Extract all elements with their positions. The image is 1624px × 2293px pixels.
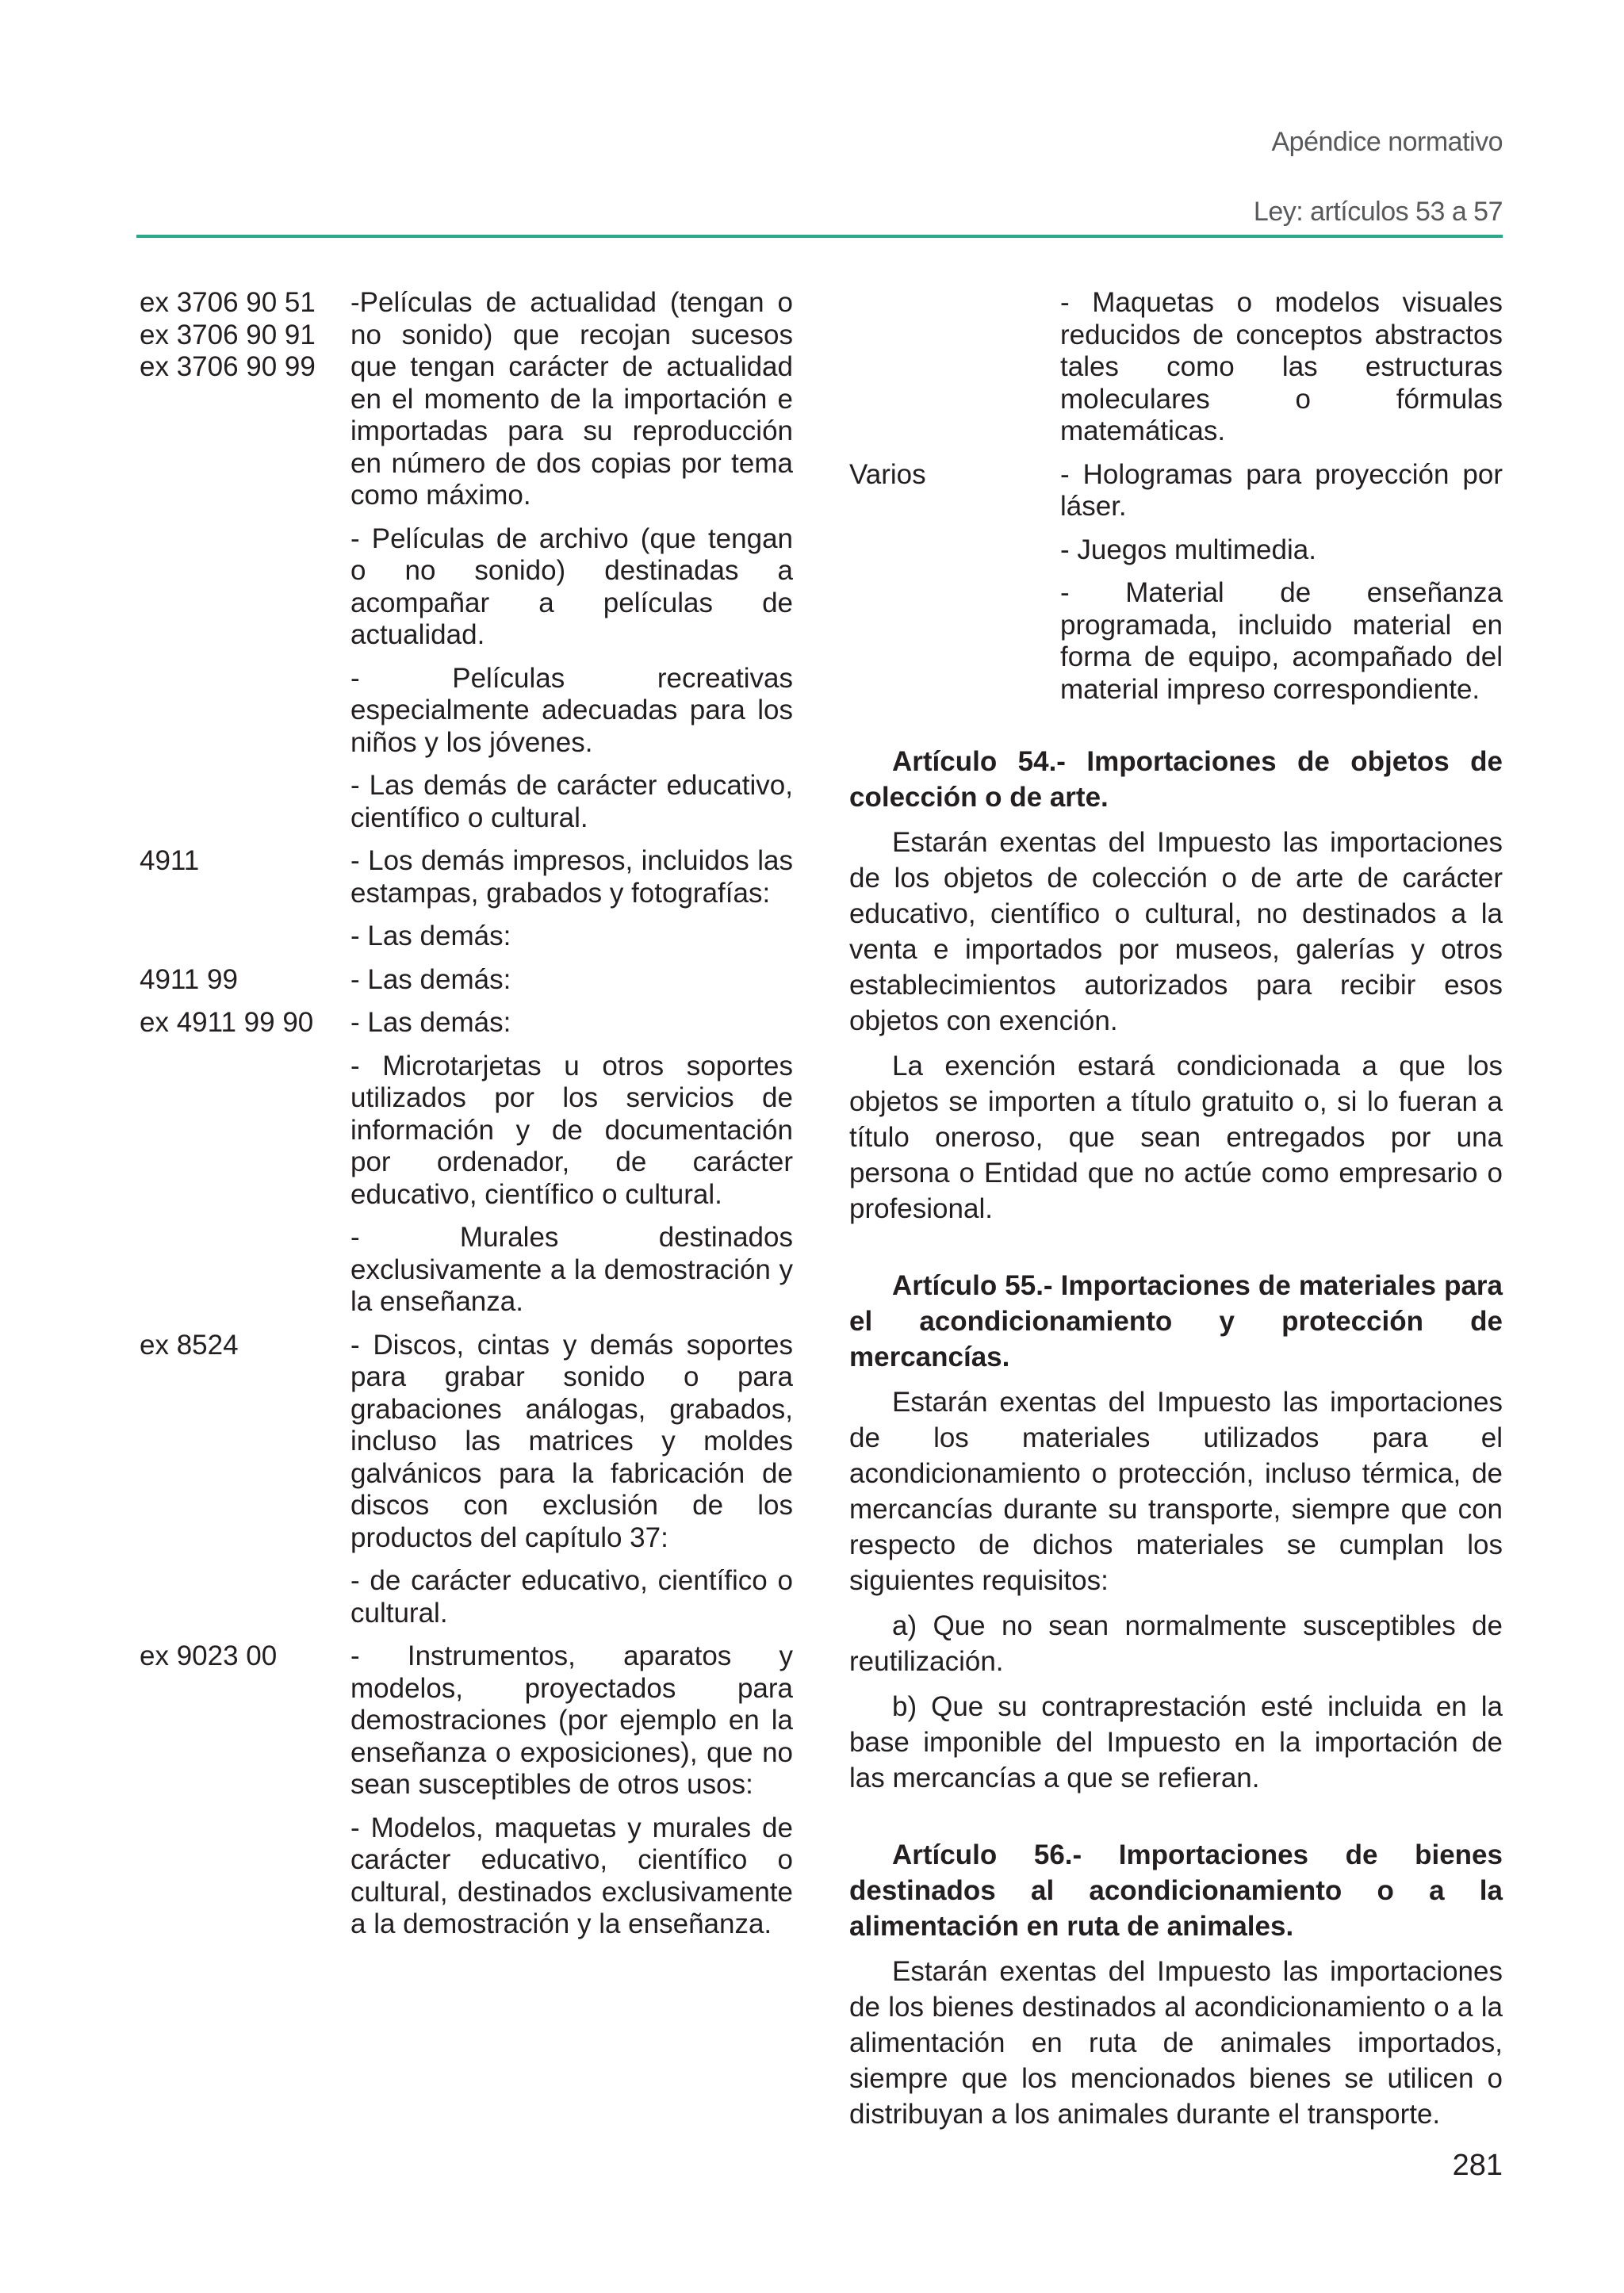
- tariff-code: ex 9023 00: [140, 1640, 278, 1671]
- list-item: - Las demás de carácter educativo, científico o cultural.: [350, 770, 793, 833]
- header-rule: [136, 235, 1503, 238]
- list-item: - Microtarjetas u otros soportes utilizados por los servicios de información y de documentación por ordenador, de carácter educativo, científico o cultural.: [350, 1050, 793, 1210]
- table-row: [140, 1330, 793, 1641]
- list-item: -Películas de actualidad (tengan o no sonido) que recojan sucesos que tengan carácter de actualidad en el momento de la importación e importadas para su reproducción en número de dos copias por tema como máximo.: [350, 287, 793, 511]
- list-item: - Juegos multimedia.: [1060, 534, 1316, 565]
- tariff-code: 4911 99: [140, 963, 238, 995]
- tariff-description: [350, 287, 793, 845]
- article-paragraph: b) Que su contraprestación esté incluida en la base imponible del Impuesto en la importación de las mercancías a que se refieran.: [849, 1691, 1503, 1793]
- list-item: - de carácter educativo, científico o cultural.: [350, 1565, 793, 1629]
- list-item: - Las demás:: [350, 921, 511, 951]
- list-item: - Murales destinados exclusivamente a la demostración y la enseñanza.: [350, 1222, 793, 1317]
- table-row: [849, 459, 1503, 718]
- tariff-code: ex 3706 90 51 ex 3706 90 91 ex 3706 90 99: [140, 287, 316, 382]
- table-row: [849, 287, 1503, 459]
- tariff-code: [849, 287, 1060, 459]
- header-section: Apéndice normativo: [1271, 127, 1503, 157]
- table-row: [140, 964, 793, 1008]
- list-item: - Películas de archivo (que tengan o no sonido) destinadas a acompañar a películas de actualidad.: [350, 523, 793, 650]
- tariff-code: 4911: [140, 845, 200, 876]
- list-item: - Discos, cintas y demás soportes para grabar sonido o para grabaciones análogas, grabados, incluso las matrices y moldes galvánicos para la fabricación de discos con exclusión de los productos del capítulo 37:: [350, 1329, 793, 1553]
- tariff-code: ex 8524: [140, 1329, 239, 1361]
- tariff-code: ex 4911 99 90: [140, 1007, 314, 1038]
- list-item: - Películas recreativas especialmente adecuadas para los niños y los jóvenes.: [350, 662, 793, 758]
- table-row: [140, 1007, 793, 1330]
- table-row: [140, 287, 793, 845]
- tariff-description: [350, 964, 793, 1008]
- tariff-description: [1060, 459, 1503, 718]
- table-row: [140, 845, 793, 964]
- list-item: - Modelos, maquetas y murales de carácter educativo, científico o cultural, destinados exclusivamente a la demostración y la enseñanza.: [350, 1812, 793, 1939]
- page-number: 281: [1452, 2149, 1503, 2182]
- article-paragraph: Estarán exentas del Impuesto las importaciones de los objetos de colección o de arte de carácter educativo, científico o cultural, no destinados a la venta e importados por museos, galerías y otros establecimientos autorizados para recibir esos objetos con exención.: [849, 827, 1503, 1036]
- tariff-description: [350, 1640, 793, 1941]
- table-row: [140, 1640, 793, 1941]
- article-paragraph: Estarán exentas del Impuesto las importaciones de los materiales utilizados para el acondicionamiento o protección, incluso térmica, de mercancías durante su transporte, siempre que con respecto de dichos materiales se cumplan los siguientes requisitos:: [849, 1387, 1503, 1596]
- list-item: - Hologramas para proyección por láser.: [1060, 458, 1503, 522]
- list-item: - Los demás impresos, incluidos las estampas, grabados y fotografías:: [350, 845, 793, 909]
- list-item: - Material de enseñanza programada, incluido material en forma de equipo, acompañado del material impreso correspondiente.: [1060, 577, 1503, 705]
- article-paragraph: a) Que no sean normalmente susceptibles de reutilización.: [849, 1610, 1503, 1677]
- list-item: - Las demás:: [350, 963, 511, 995]
- left-column: [140, 287, 793, 1941]
- tariff-description: [1060, 287, 1503, 459]
- tariff-description: [350, 845, 793, 964]
- header-subsection: Ley: artículos 53 a 57: [1253, 197, 1503, 227]
- article-56-title: Artículo 56.- Importaciones de bienes destinados al acondicionamiento o a la alimentación en ruta de animales.: [849, 1839, 1503, 1942]
- tariff-description: [350, 1007, 793, 1330]
- list-item: - Las demás:: [350, 1007, 511, 1038]
- article-54-title: Artículo 54.- Importaciones de objetos de colección o de arte.: [849, 746, 1503, 813]
- article-55-title: Artículo 55.- Importaciones de materiales para el acondicionamiento y protección de mercancías.: [849, 1270, 1503, 1372]
- tariff-description: [350, 1330, 793, 1641]
- list-item: - Instrumentos, aparatos y modelos, proyectados para demostraciones (por ejemplo en la enseñanza o exposiciones), que no sean susceptibles de otros usos:: [350, 1640, 793, 1800]
- article-paragraph: La exención estará condicionada a que los objetos se importen a título gratuito o, si lo fueran a título oneroso, que sean entregados por una persona o Entidad que no actúe como empresario o profesional.: [849, 1051, 1503, 1224]
- list-item: - Maquetas o modelos visuales reducidos de conceptos abstractos tales como las estructuras moleculares o fórmulas matemáticas.: [1060, 287, 1503, 446]
- right-column: [849, 287, 1503, 2142]
- tariff-code: Varios: [849, 458, 926, 490]
- article-paragraph: Estarán exentas del Impuesto las importaciones de los bienes destinados al acondicionamiento o a la alimentación en ruta de animales importados, siempre que los mencionados bienes se utilicen o distribuyan a los animales durante el transporte.: [849, 1956, 1503, 2130]
